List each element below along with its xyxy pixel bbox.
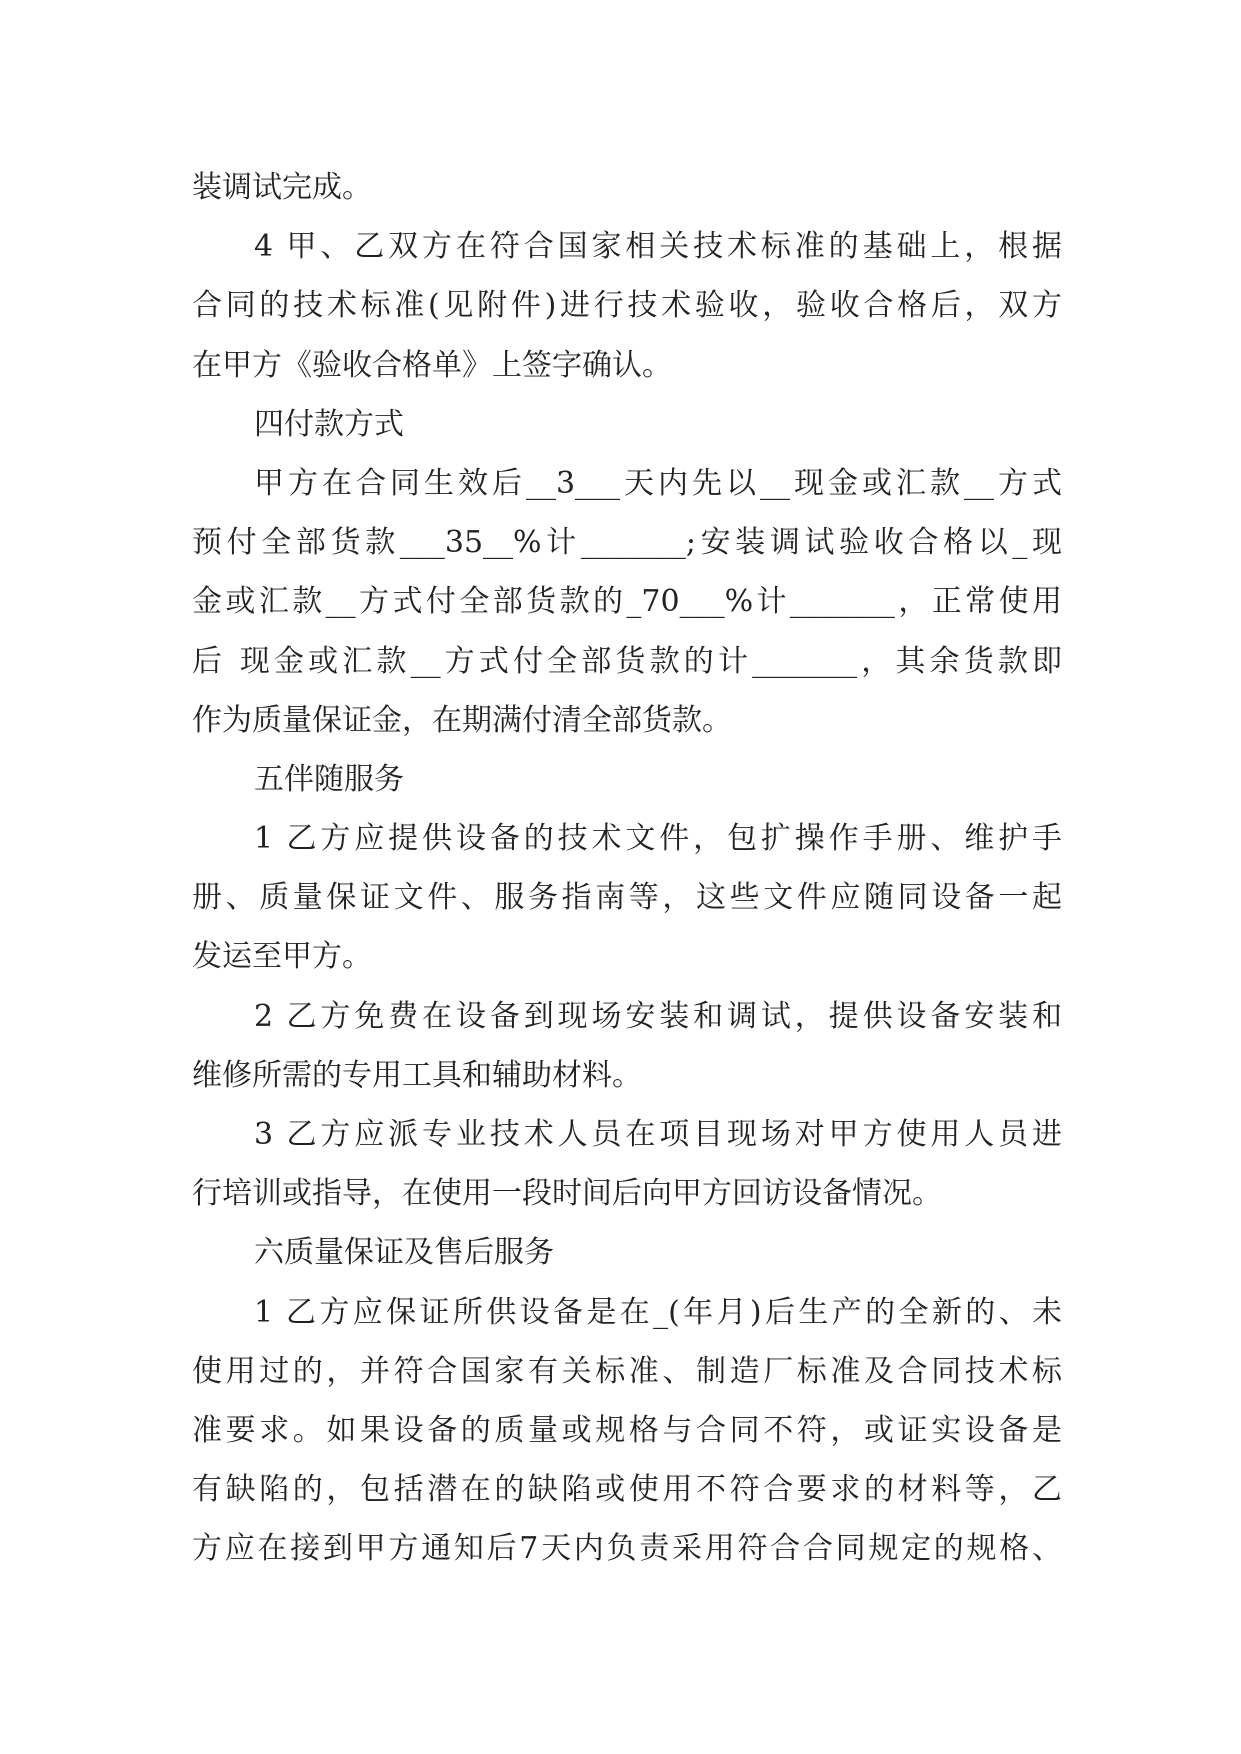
paragraph-line: 装调试完成。 xyxy=(192,170,372,205)
paragraph-line: 合同的技术标准(见附件)进行技术验收，验收合格后，双方 xyxy=(192,288,1062,324)
paragraph-line: 册、质量保证文件、服务指南等，这些文件应随同设备一起 xyxy=(192,880,1062,916)
paragraph-line: 后 现金或汇款__方式付全部货款的计_______，其余货款即 xyxy=(192,643,1062,679)
paragraph-line: 有缺陷的，包括潜在的缺陷或使用不符合要求的材料等，乙 xyxy=(192,1472,1062,1508)
paragraph-line: 金或汇款__方式付全部货款的_70___%计_______，正常使用 xyxy=(192,584,1062,620)
paragraph-line: 1 乙方应保证所供设备是在_(年月)后生产的全新的、未 xyxy=(254,1294,1062,1330)
paragraph-line: 2 乙方免费在设备到现场安装和调试，提供设备安装和 xyxy=(254,998,1062,1034)
paragraph-line: 维修所需的专用工具和辅助材料。 xyxy=(192,1057,642,1093)
paragraph-line: 发运至甲方。 xyxy=(192,939,372,975)
paragraph-line: 作为质量保证金，在期满付清全部货款。 xyxy=(192,702,732,738)
paragraph-line: 行培训或指导，在使用一段时间后向甲方回访设备情况。 xyxy=(192,1176,942,1212)
paragraph-line: 预付全部货款___35__%计_______;安装调试验收合格以_现 xyxy=(192,525,1062,561)
section-heading-payment: 四付款方式 xyxy=(254,406,404,442)
paragraph-line: 使用过的，并符合国家有关标准、制造厂标准及合同技术标 xyxy=(192,1353,1062,1389)
paragraph-line: 4 甲、乙双方在符合国家相关技术标准的基础上，根据 xyxy=(254,229,1062,265)
section-heading-warranty: 六质量保证及售后服务 xyxy=(254,1235,554,1271)
paragraph-line: 甲方在合同生效后__3___天内先以__现金或汇款__方式 xyxy=(254,465,1062,501)
paragraph-line: 在甲方《验收合格单》上签字确认。 xyxy=(192,347,672,383)
paragraph-line: 1 乙方应提供设备的技术文件，包扩操作手册、维护手 xyxy=(254,821,1062,857)
paragraph-line: 方应在接到甲方通知后7天内负责采用符合合同规定的规格、 xyxy=(192,1531,1062,1567)
section-heading-service: 五伴随服务 xyxy=(254,761,404,797)
document-body xyxy=(192,158,1062,1579)
paragraph-line: 准要求。如果设备的质量或规格与合同不符，或证实设备是 xyxy=(192,1412,1062,1448)
paragraph-line: 3 乙方应派专业技术人员在项目现场对甲方使用人员进 xyxy=(254,1117,1062,1152)
